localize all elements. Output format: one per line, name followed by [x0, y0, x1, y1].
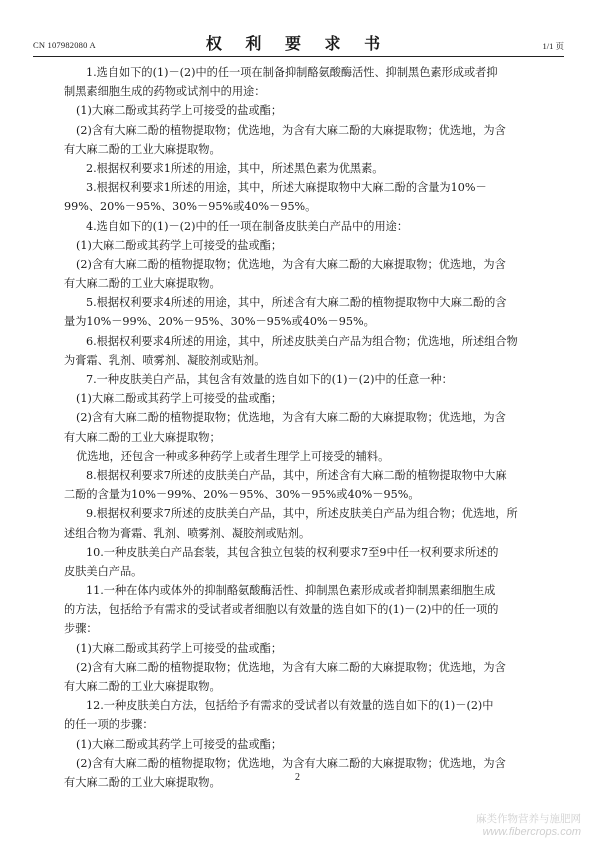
claim-line: 皮肤美白产品。	[64, 564, 143, 578]
claim-line: 的方法，包括给予有需求的受试者或者细胞以有效量的选自如下的(1)－(2)中的任一项的	[64, 603, 499, 617]
claim-line: 6.根据权利要求4所述的用途，其中，所述皮肤美白产品为组合物；优选地，所述组合物	[86, 334, 518, 348]
claim-line: 有大麻二酚的工业大麻提取物。	[64, 277, 221, 291]
claim-line: 制黑素细胞生成的药物或试剂中的用途：	[64, 85, 266, 99]
claim-line: 8.根据权利要求7所述的皮肤美白产品，其中，所述含有大麻二酚的植物提取物中大麻	[86, 468, 507, 482]
claim-line: 的任一项的步骤：	[64, 718, 154, 732]
claim-line: 3.根据权利要求1所述的用途，其中，所述大麻提取物中大麻二酚的含量为10%－	[86, 181, 487, 195]
claim-line: (2)含有大麻二酚的植物提取物；优选地，为含有大麻二酚的大麻提取物；优选地，为含	[76, 756, 506, 770]
claim-line: 2.根据权利要求1所述的用途，其中，所述黑色素为优黑素。	[86, 161, 384, 175]
claim-line: (1)大麻二酚或其药学上可接受的盐或酯；	[76, 392, 283, 406]
claim-line: (1)大麻二酚或其药学上可接受的盐或酯；	[76, 737, 283, 751]
claim-line: (1)大麻二酚或其药学上可接受的盐或酯；	[76, 238, 283, 252]
claim-line: 步骤：	[64, 622, 98, 636]
claim-line: 二酚的含量为10%－99%、20%－95%、30%－95%或40%－95%。	[64, 488, 420, 502]
page-count: 1/1 页	[542, 41, 564, 51]
site-watermark	[476, 813, 581, 839]
claim-line: 为膏霜、乳剂、喷雾剂、凝胶剂或贴剂。	[64, 353, 266, 367]
claim-line: 有大麻二酚的工业大麻提取物；	[64, 430, 221, 444]
page-number: 2	[295, 772, 300, 783]
claim-line: (2)含有大麻二酚的植物提取物；优选地，为含有大麻二酚的大麻提取物；优选地，为含	[76, 411, 506, 425]
claim-line: 优选地，还包含一种或多种药学上或者生理学上可接受的辅料。	[76, 449, 390, 463]
header-rule	[33, 56, 564, 57]
claim-line: 有大麻二酚的工业大麻提取物。	[64, 680, 221, 693]
watermark-url: www.fibercrops.com	[482, 826, 581, 838]
claim-line: 10.一种皮肤美白产品套装，其包含独立包装的权利要求7至9中任一权利要求所述的	[86, 545, 499, 559]
claim-line: 9.根据权利要求7所述的皮肤美白产品，其中，所述皮肤美白产品为组合物；优选地，所	[86, 507, 518, 521]
claims-body	[64, 63, 537, 792]
claim-line: 有大麻二酚的工业大麻提取物。	[64, 142, 221, 156]
claim-line: 5.根据权利要求4所述的用途，其中，所述含有大麻二酚的植物提取物中大麻二酚的含	[86, 296, 507, 310]
watermark-name: 麻类作物营养与施肥网	[476, 813, 581, 825]
claim-line: 99%、20%－95%、30%－95%或40%－95%。	[64, 200, 317, 214]
publication-number: CN 107982080 A	[33, 40, 96, 50]
claim-line: 11.一种在体内或体外的抑制酪氨酸酶活性、抑制黑色素形成或者抑制黑素细胞生成	[86, 584, 496, 598]
claim-line: 7.一种皮肤美白产品，其包含有效量的选自如下的(1)－(2)中的任意一种：	[86, 373, 453, 386]
claim-line: 量为10%－99%、20%－95%、30%－95%或40%－95%。	[64, 315, 375, 329]
claim-line: (1)大麻二酚或其药学上可接受的盐或酯；	[76, 641, 283, 655]
claim-line: 有大麻二酚的工业大麻提取物。	[64, 775, 221, 789]
claim-line: (2)含有大麻二酚的植物提取物；优选地，为含有大麻二酚的大麻提取物；优选地，为含	[76, 257, 506, 271]
document-title: 权 利 要 求 书	[205, 34, 390, 53]
claim-line: 12.一种皮肤美白方法，包括给予有需求的受试者以有效量的选自如下的(1)－(2)中	[86, 699, 494, 713]
claim-line: 4.选自如下的(1)－(2)中的任一项在制备皮肤美白产品中的用途：	[86, 219, 409, 233]
claim-line: (1)大麻二酚或其药学上可接受的盐或酯；	[76, 104, 283, 118]
claim-line: (2)含有大麻二酚的植物提取物；优选地，为含有大麻二酚的大麻提取物；优选地，为含	[76, 123, 506, 137]
claim-line: 1.选自如下的(1)－(2)中的任一项在制备抑制酪氨酸酶活性、抑制黑色素形成或者抑	[86, 66, 498, 79]
document-header	[0, 0, 595, 60]
claim-line: (2)含有大麻二酚的植物提取物；优选地，为含有大麻二酚的大麻提取物；优选地，为含	[76, 660, 506, 674]
claim-line: 述组合物为膏霜、乳剂、喷雾剂、凝胶剂或贴剂。	[64, 526, 311, 540]
